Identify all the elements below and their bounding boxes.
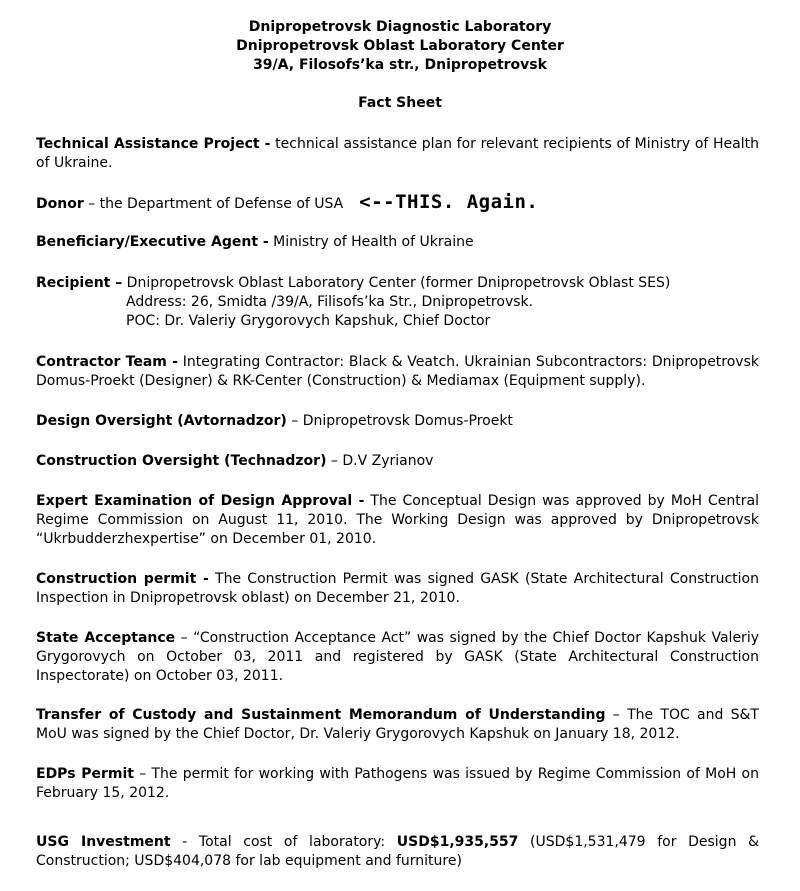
section-label: Transfer of Custody and Sustainment Memorandum of Understanding (36, 707, 606, 723)
section-label: Contractor Team - (36, 354, 178, 370)
section-text: Dnipropetrovsk Oblast Laboratory Center (former Dnipropetrovsk Oblast SES) (122, 275, 671, 291)
section-label: Recipient – (36, 275, 123, 291)
section-contractor-team (36, 353, 759, 391)
section-construction-oversight (36, 452, 759, 471)
page-title: Fact Sheet (358, 95, 442, 111)
section-label: Expert Examination of Design Approval - (36, 493, 365, 509)
section-design-oversight (36, 412, 759, 431)
section-text: – D.V Zyrianov (326, 453, 434, 469)
recipient-address: Address: 26, Smidta /39/A, Filisofs’ka Str., Dnipropetrovsk. (126, 294, 534, 310)
section-text: – the Department of Defense of USA (83, 196, 344, 212)
section-usg-investment (36, 833, 759, 871)
section-label: Donor (36, 196, 84, 212)
section-beneficiary (36, 233, 759, 252)
section-text-breakdown: (USD$1,531,479 for Design & Construction; USD$404,078 for lab equipment and furniture) (36, 834, 760, 869)
header-lab-name: Dnipropetrovsk Diagnostic Laboratory (248, 19, 552, 35)
section-text: Integrating Contractor: Black & Veatch. Ukrainian Subcontractors: Dnipropetrovsk Domus-Proekt (Designer) & RK-Center (Construction) & Mediamax (Equipment supply). (36, 354, 759, 389)
section-text: Ministry of Health of Ukraine (268, 234, 474, 250)
section-text: The Construction Permit was signed GASK (State Architectural Construction Inspection in Dnipropetrovsk oblast) on December 21, 2010. (36, 571, 759, 606)
section-text: – The permit for working with Pathogens was issued by Regime Commission of MoH on February 15, 2012. (36, 766, 759, 801)
section-text: The Conceptual Design was approved by MoH Central Regime Commission on August 11, 2010. The Working Design was approved by Dnipropetrovsk “Ukrbudderzhexpertise” on December 01, 2010. (36, 493, 759, 547)
section-label: Beneficiary/Executive Agent - (36, 234, 269, 250)
section-label: USG Investment (36, 834, 171, 850)
section-text: – The TOC and S&T MoU was signed by the Chief Doctor, Dr. Valeriy Grygorovych Kapshuk on January 18, 2012. (36, 707, 759, 742)
section-donor (36, 193, 759, 214)
section-construction-permit (36, 570, 759, 608)
section-label: Construction Oversight (Technadzor) (36, 453, 327, 469)
section-text: – “Construction Acceptance Act” was signed by the Chief Doctor Kapshuk Valeriy Grygorovych on October 03, 2011 and registered by GASK (State Architectural Construction Inspectorate) on October 03, 2011. (36, 630, 759, 684)
section-label: Technical Assistance Project - (36, 136, 271, 152)
section-text: - Total cost of laboratory: (170, 834, 397, 850)
header-center-name: Dnipropetrovsk Oblast Laboratory Center (236, 38, 564, 54)
section-edps-permit (36, 765, 759, 803)
annotation-note: <--THIS. Again. (359, 191, 539, 213)
section-label: EDPs Permit (36, 766, 134, 782)
section-recipient (36, 274, 759, 331)
section-technical-assistance (36, 135, 759, 173)
section-label: Design Oversight (Avtornadzor) (36, 413, 287, 429)
section-state-acceptance (36, 629, 759, 686)
header-address: 39/A, Filosofs’ka str., Dnipropetrovsk (253, 57, 547, 73)
recipient-line (36, 274, 759, 293)
recipient-poc: POC: Dr. Valeriy Grygorovych Kapshuk, Chief Doctor (126, 313, 491, 329)
section-text: technical assistance plan for relevant recipients of Ministry of Health of Ukraine. (36, 136, 760, 171)
document-header (0, 18, 800, 75)
section-expert-examination (36, 492, 759, 549)
section-label: Construction permit - (36, 571, 209, 587)
section-text: – Dnipropetrovsk Domus-Proekt (286, 413, 513, 429)
investment-amount: USD$1,935,557 (396, 834, 519, 850)
section-transfer-of-custody (36, 706, 759, 744)
section-label: State Acceptance (36, 630, 176, 646)
